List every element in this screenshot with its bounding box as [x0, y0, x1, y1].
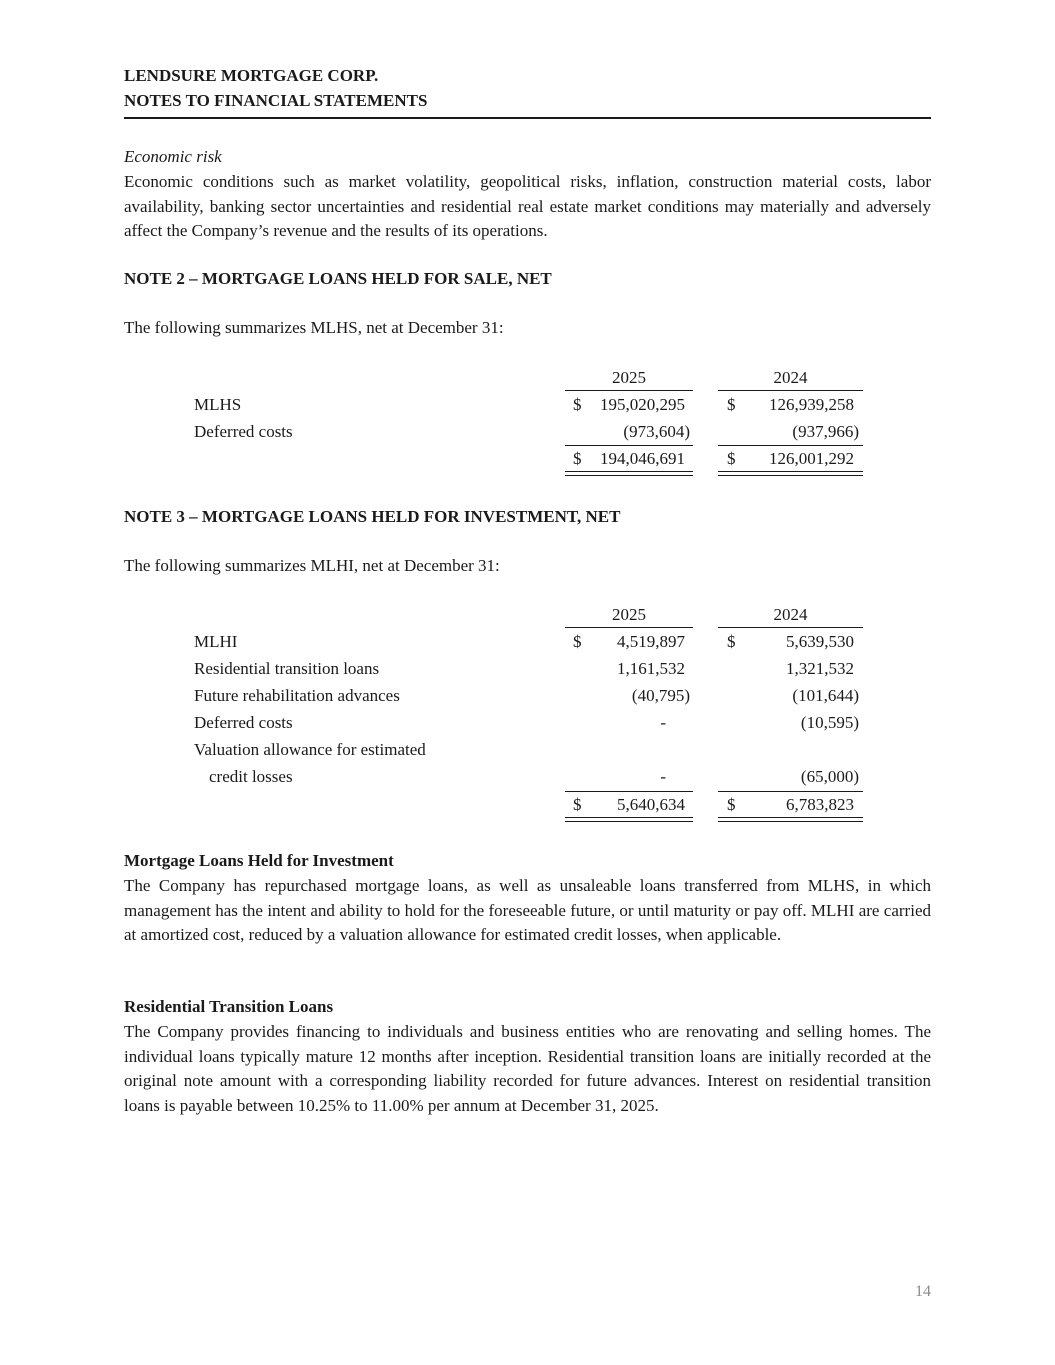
note3-year-2025: 2025 — [612, 605, 646, 624]
subtotal-rule-2025 — [565, 445, 693, 446]
dollar-sign: $ — [727, 449, 736, 468]
note2-heading: NOTE 2 – MORTGAGE LOANS HELD FOR SALE, NET — [124, 269, 552, 288]
note3-intro: The following summarizes MLHI, net at December 31: — [124, 556, 500, 575]
total-double-rule-2024 — [718, 471, 863, 476]
note3-year-underline-2024 — [718, 627, 863, 628]
subtotal-rule-2025 — [565, 791, 693, 792]
dollar-sign: $ — [727, 795, 736, 814]
row-label: MLHS — [194, 395, 242, 414]
subtotal-rule-2024 — [718, 445, 863, 446]
note2-year-underline-2025 — [565, 390, 693, 391]
note3-year-underline-2025 — [565, 627, 693, 628]
value-2025: (40,795) — [631, 686, 690, 705]
total-double-rule-2025 — [565, 817, 693, 822]
document-subtitle: NOTES TO FINANCIAL STATEMENTS — [124, 91, 428, 110]
value-2025: 4,519,897 — [617, 632, 685, 651]
mlhi-text: The Company has repurchased mortgage loans, as well as unsaleable loans transferred from MLHS, in which management has the intent and ability to hold for the foreseeable future, or until maturity or pay off. MLHI are carried at amortized cost, reduced by a valuation allowance for estimated credit losses, when applicable. — [124, 876, 931, 944]
value-2024: (65,000) — [800, 767, 859, 786]
note3-heading: NOTE 3 – MORTGAGE LOANS HELD FOR INVESTMENT, NET — [124, 507, 621, 526]
note2-year-2025: 2025 — [612, 368, 646, 387]
economic-risk-text: Economic conditions such as market volatility, geopolitical risks, inflation, construction material costs, labor availability, banking sector uncertainties and residential real estate market conditions may materially and adversely affect the Company’s revenue and the results of its operations. — [124, 172, 931, 240]
value-2025: - — [660, 767, 666, 786]
value-2024: (10,595) — [800, 713, 859, 732]
value-2025: (973,604) — [623, 422, 690, 441]
page-number: 14 — [915, 1283, 931, 1300]
row-label: Future rehabilitation advances — [194, 686, 400, 705]
dollar-sign: $ — [573, 449, 582, 468]
dollar-sign: $ — [573, 395, 582, 414]
total-2025: 194,046,691 — [600, 449, 685, 468]
row-label: credit losses — [209, 767, 293, 786]
total-2025: 5,640,634 — [617, 795, 685, 814]
dollar-sign: $ — [727, 632, 736, 651]
value-2024: 126,939,258 — [769, 395, 854, 414]
value-2024: (101,644) — [792, 686, 859, 705]
row-label: Deferred costs — [194, 713, 293, 732]
mlhi-heading: Mortgage Loans Held for Investment — [124, 851, 394, 870]
total-double-rule-2024 — [718, 817, 863, 822]
value-2024: 5,639,530 — [786, 632, 854, 651]
dollar-sign: $ — [573, 632, 582, 651]
note2-year-underline-2024 — [718, 390, 863, 391]
total-double-rule-2025 — [565, 471, 693, 476]
document-header — [124, 63, 931, 113]
row-label: MLHI — [194, 632, 238, 651]
value-2025: 1,161,532 — [617, 659, 685, 678]
value-2025: - — [660, 713, 666, 732]
value-2024: (937,966) — [792, 422, 859, 441]
rtl-text: The Company provides financing to individuals and business entities who are renovating and selling homes. The individual loans typically mature 12 months after inception. Residential transition loans are initially recorded at the original note amount with a corresponding liability recorded for future advances. Interest on residential transition loans is payable between 10.25% to 11.00% per annum at December 31, 2025. — [124, 1022, 931, 1115]
total-2024: 126,001,292 — [769, 449, 854, 468]
company-name: LENDSURE MORTGAGE CORP. — [124, 66, 379, 85]
subtotal-rule-2024 — [718, 791, 863, 792]
note3-year-2024: 2024 — [773, 605, 808, 624]
note2-intro: The following summarizes MLHS, net at December 31: — [124, 318, 504, 337]
value-2024: 1,321,532 — [786, 659, 854, 678]
rtl-heading: Residential Transition Loans — [124, 997, 334, 1016]
note2-year-2024: 2024 — [773, 368, 808, 387]
economic-risk-heading: Economic risk — [124, 147, 222, 166]
dollar-sign: $ — [727, 395, 736, 414]
total-2024: 6,783,823 — [786, 795, 854, 814]
value-2025: 195,020,295 — [600, 395, 685, 414]
row-label: Valuation allowance for estimated — [194, 740, 426, 759]
row-label: Deferred costs — [194, 422, 293, 441]
header-divider — [124, 117, 931, 119]
row-label: Residential transition loans — [194, 659, 380, 678]
dollar-sign: $ — [573, 795, 582, 814]
